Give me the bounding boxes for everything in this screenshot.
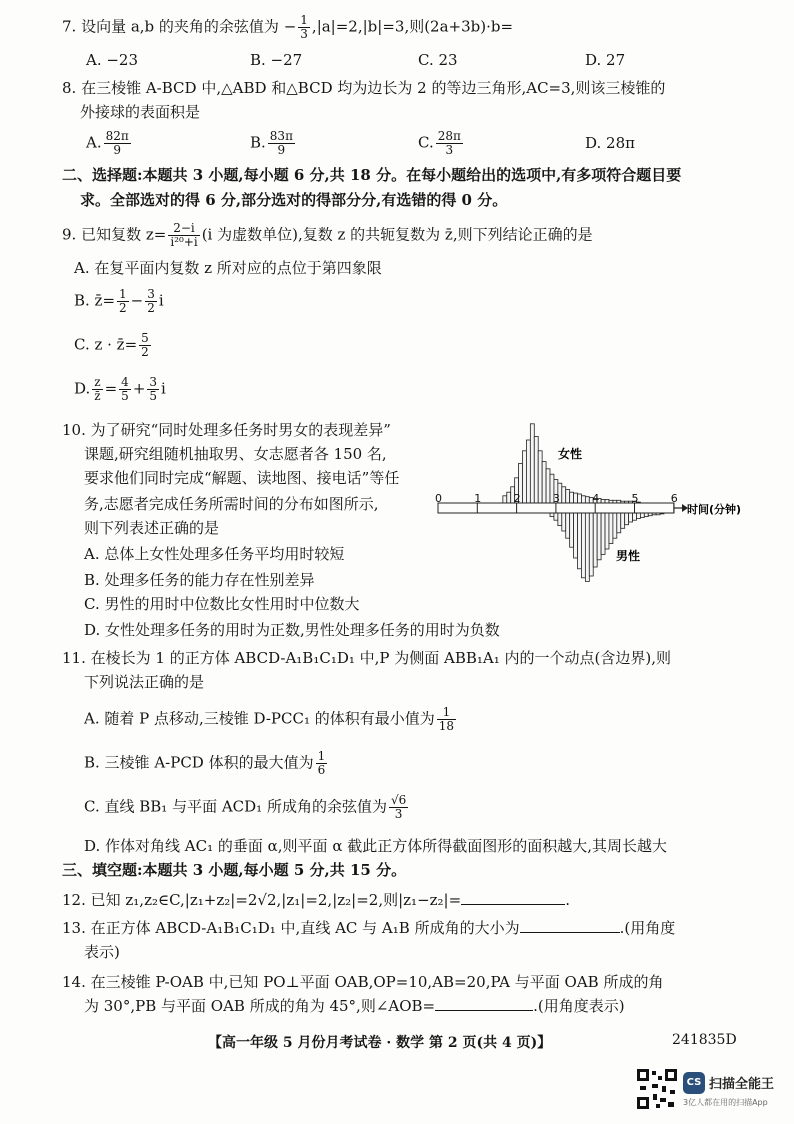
male-bar [597,513,601,560]
option-10b: B. 处理多任务的能力存在性别差异 [84,571,315,589]
male-bar [550,513,554,517]
question-10-line-2: 课题,研究组随机抽取男、女志愿者各 150 名, [84,445,387,463]
question-8-line-1: 8. 在三棱锥 A-BCD 中,△ABD 和△BCD 均为边长为 2 的等边三角形,AC=3,则该三棱锥的 [62,79,666,97]
question-7: 7. 设向量 a,b 的夹角的余弦值为 − $\frac{1}{3}$ ,|a|=2,|b|=3,则(2a+3b)·b= [62,13,514,41]
x-axis-label: 时间(分钟) [687,503,742,516]
male-bar [558,513,562,526]
question-14-line-1: 14. 在三棱锥 P-OAB 中,已知 PO⊥平面 OAB,OP=10,AB=20,PA 与平面 OAB 所成的角 [62,973,664,991]
option-11d: D. 作体对角线 AC₁ 的垂面 α,则平面 α 截此正方体所得截面图形的面积越大,其周长越大 [84,837,667,855]
female-bar [570,492,574,503]
x-tick-label: 2 [513,492,521,505]
question-10-line-4: 务,志愿者完成任务所需时间的分布如图所示, [84,495,379,513]
legend-male: 男性 [616,549,641,563]
option-11b: B. 三棱锥 A-PCD 体积的最大值为 $\frac{1}{6}$ [84,749,326,777]
scanner-app-name: 扫描全能王 [709,1077,775,1092]
question-13-line-2: 表示) [84,943,120,961]
answer-blank-12[interactable] [461,890,565,905]
option-9a: A. 在复平面内复数 z 所对应的点位于第四象限 [74,259,382,277]
question-10-line-5: 则下列表述正确的是 [84,519,220,537]
option-7c: C. 23 [418,51,458,69]
question-11-line-1: 11. 在棱长为 1 的正方体 ABCD-A₁B₁C₁D₁ 中,P 为侧面 ABB₁A₁ 内的一个动点(含边界),则 [62,649,672,667]
female-bar [566,490,570,504]
male-bar [589,513,593,576]
qr-code-icon [636,1068,678,1110]
x-tick-label: 6 [670,492,678,505]
male-bar [636,513,640,518]
female-bar [562,487,566,503]
male-bar [578,513,582,569]
footer-code: 241835D [672,1032,737,1048]
option-10d: D. 女性处理多任务的用时为正数,男性处理多任务的用时为负数 [84,621,500,639]
option-9d: D. $\frac{z}{z̄}$ = $\frac{4}{5}$ + $\frac{3}{5}$ i [74,375,166,403]
footer-page-title: 【高一年级 5 月份月考试卷 · 数学 第 2 页(共 4 页)】 [208,1035,552,1051]
male-bar [562,513,566,531]
female-bar [578,494,582,503]
male-bar [605,513,609,549]
question-11-line-2: 下列说法正确的是 [84,673,205,691]
male-bar [644,513,648,517]
male-bar [621,513,625,528]
male-bar [633,513,637,520]
male-bar [640,513,644,518]
question-10-line-3: 要求他们同时完成“解题、读地图、接电话”等任 [84,469,400,487]
option-8c: C. $\frac{28\pi}{3}$ [418,129,461,157]
x-tick-label: 0 [435,492,442,505]
female-bar [585,497,589,503]
section-3-heading: 三、填空题:本题共 3 小题,每小题 5 分,共 15 分。 [62,861,407,879]
female-bar [530,424,534,503]
section-2-instructions: 求。全部选对的得 6 分,部分选对的得部分分,有选错的得 0 分。 [80,191,508,209]
male-bar [629,513,633,522]
x-tick-label: 3 [552,492,560,505]
female-bar [507,492,511,503]
option-7d: D. 27 [585,51,626,69]
camscanner-logo-icon: CS [683,1072,705,1094]
female-bar [542,462,546,503]
x-tick-label: 5 [631,492,639,505]
option-8b: B. $\frac{83\pi}{9}$ [250,129,293,157]
option-10c: C. 男性的用时中位数比女性用时中位数大 [84,595,360,613]
question-8-line-2: 外接球的表面积是 [80,103,201,121]
x-tick-label: 1 [474,492,482,505]
question-9: 9. 已知复数 z= $\frac{2-i}{\text{i²⁰+i}}$ (i 为虚数单位),复数 z 的共轭复数为 z̄,则下列结论正确的是 [62,221,593,249]
option-8a: A. $\frac{82\pi}{9}$ [86,129,129,157]
male-bar [609,513,613,544]
female-bar [546,469,550,503]
fraction: $\frac{1}{3}$ [300,13,308,41]
male-bar [601,513,605,554]
option-7a: A. −23 [86,51,139,69]
question-14-line-2: 为 30°,PB 与平面 OAB 所成的角为 45°,则∠AOB= .(用角度表示) [84,997,625,1015]
female-bar [534,436,538,503]
question-13: 13. 在正方体 ABCD-A₁B₁C₁D₁ 中,直线 AC 与 A₁B 所成角的大小为 .(用角度 [62,919,676,937]
option-11a: A. 随着 P 点移动,三棱锥 D-PCC₁ 的体积有最小值为 $\frac{1}{18}$ [84,705,455,733]
option-8d: D. 28π [585,134,635,152]
scanner-tagline: 3亿人都在用的扫描App [683,1098,768,1107]
female-bar [601,499,605,503]
time-distribution-histogram [430,410,750,600]
male-bar [581,513,585,578]
option-9c: C. z · z̄= $\frac{5}{2}$ [74,331,149,359]
male-bar [554,513,558,520]
section-2-heading: 二、选择题:本题共 3 小题,每小题 6 分,共 18 分。在每小题给出的选项中,有多项符合题目要 [62,166,682,184]
legend-female: 女性 [558,447,583,461]
question-10-line-1: 10. 为了研究“同时处理多任务时男女的表现差异” [62,421,391,439]
male-bar [570,513,574,547]
female-bar [503,496,507,503]
question-12: 12. 已知 z₁,z₂∈C,|z₁+z₂|=2√2,|z₁|=2,|z₂|=2,则|z₁−z₂|= . [62,891,570,909]
answer-blank-14[interactable] [435,996,533,1011]
option-7b: B. −27 [250,51,303,69]
option-11c: C. 直线 BB₁ 与平面 ACD₁ 所成角的余弦值为 $\frac{√6}{3}$ [84,793,407,821]
female-bar [581,496,585,503]
x-tick-label: 4 [592,492,600,505]
option-10a: A. 总体上女性处理多任务平均用时较短 [84,545,345,563]
male-bar [593,513,597,567]
female-bar [538,451,542,503]
female-bar [574,493,578,503]
male-bar [585,513,589,581]
male-bar [566,513,570,538]
male-bar [613,513,617,538]
male-bar [617,513,621,533]
female-bar [605,499,609,503]
male-bar [625,513,629,525]
option-9b: B. z̄= $\frac{1}{2}$ − $\frac{3}{2}$ i [74,287,164,315]
male-bar [574,513,578,558]
female-bar [522,451,526,503]
female-bar [526,440,530,503]
answer-blank-13[interactable] [520,918,620,933]
